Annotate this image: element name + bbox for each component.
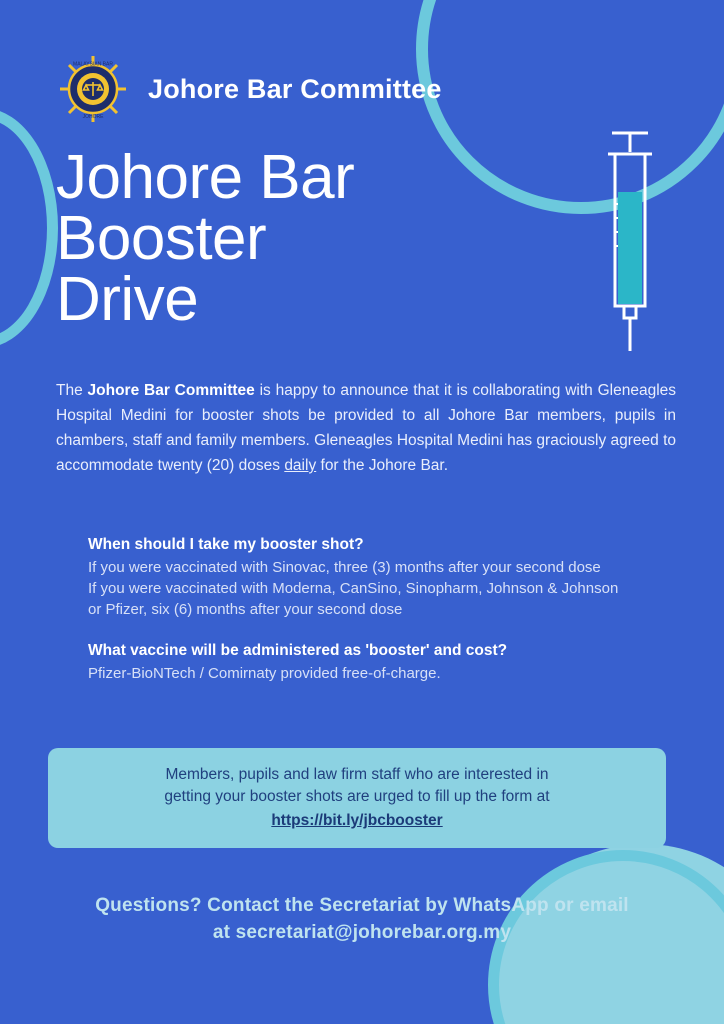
footer-line-2: at secretariat@johorebar.org.my <box>212 922 512 943</box>
title-line-1: Johore Bar <box>56 143 355 212</box>
faq-section <box>88 536 678 684</box>
intro-text-2: is happy to announce that it is collaborating with Gleneagles Hospital Medini for booster shots be provided to all Johore Bar members, pupils in chambers, staff and family members. Gleneagles Hospital Medini has graciously agreed to accommodate twenty (20) doses <box>56 382 677 474</box>
decorative-ring-left <box>0 108 58 348</box>
svg-text:MALAYSIAN BAR: MALAYSIAN BAR <box>73 61 113 68</box>
poster-header <box>56 52 442 126</box>
organisation-name: Johore Bar Committee <box>148 73 442 104</box>
faq-question: What vaccine will be administered as 'booster' and cost? <box>88 642 508 659</box>
faq-question: When should I take my booster shot? <box>88 536 364 553</box>
footer-line-1: Questions? Contact the Secretariat by WhatsApp or email <box>95 895 629 916</box>
faq-answer <box>88 557 678 620</box>
svg-text:JOHORE: JOHORE <box>82 114 104 120</box>
syringe-icon <box>598 126 662 356</box>
title-line-2: Booster <box>56 203 267 273</box>
title-line-3: Drive <box>56 264 199 334</box>
intro-text-1: The <box>56 382 88 399</box>
faq-answer-line: or Pfizer, six (6) months after your second dose <box>88 601 403 618</box>
faq-item <box>88 642 678 684</box>
callout-line-2: getting your booster shots are urged to fill up the form at <box>164 788 550 805</box>
signup-callout <box>48 748 666 848</box>
intro-text-3: for the Johore Bar. <box>316 457 449 474</box>
malaysian-bar-johore-crest-icon <box>56 52 130 126</box>
faq-answer-line: If you were vaccinated with Moderna, CanSino, Sinopharm, Johnson & Johnson <box>88 580 619 597</box>
signup-form-link[interactable]: https://bit.ly/jbcbooster <box>271 812 443 829</box>
intro-bold-committee: Johore Bar Committee <box>87 382 255 399</box>
page-title <box>56 143 355 334</box>
faq-answer <box>88 663 678 684</box>
intro-underline-daily: daily <box>284 457 317 474</box>
footer-contact <box>0 892 724 946</box>
intro-paragraph <box>56 378 676 478</box>
decorative-ring-top-right <box>416 0 724 214</box>
callout-line-1: Members, pupils and law firm staff who are interested in <box>165 766 549 783</box>
faq-answer-line: If you were vaccinated with Sinovac, three (3) months after your second dose <box>88 559 601 576</box>
faq-answer-line: Pfizer-BioNTech / Comirnaty provided free-of-charge. <box>88 665 441 682</box>
faq-item <box>88 536 678 620</box>
